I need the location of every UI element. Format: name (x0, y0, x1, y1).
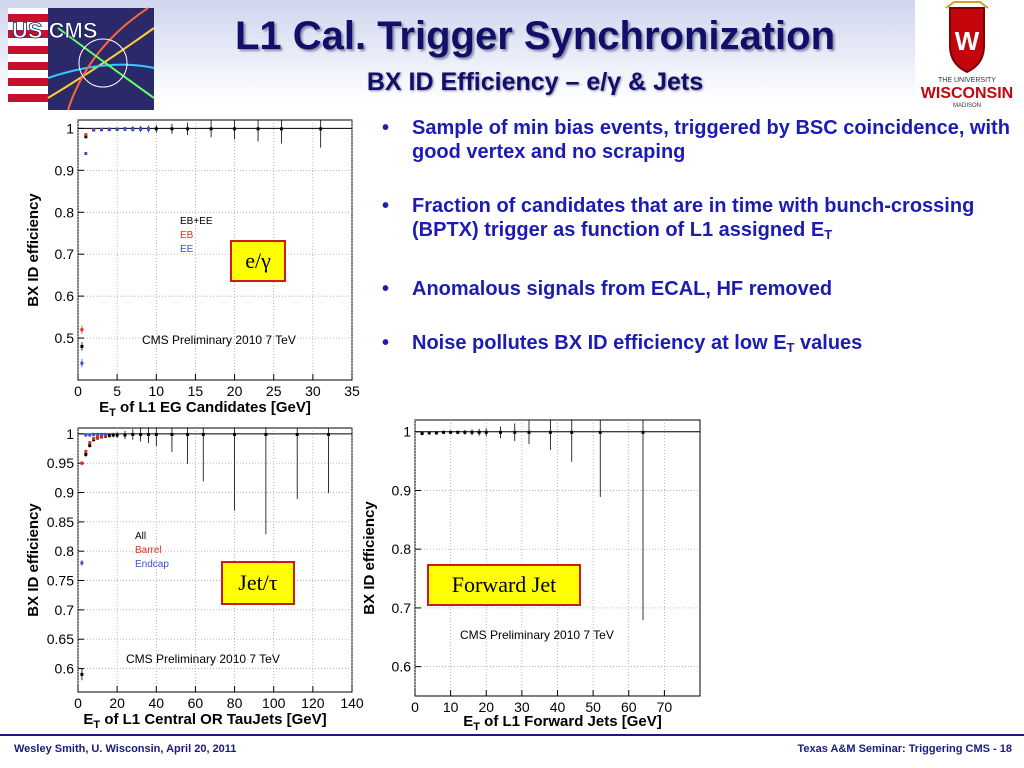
plot-forwardjet-tag: Forward Jet (427, 564, 581, 606)
plot-egamma (0, 112, 360, 417)
footer-rule (0, 734, 1024, 736)
data-point (319, 127, 322, 130)
data-point (108, 434, 111, 437)
y-tick-label: 0.9 (391, 482, 411, 499)
x-tick-label: 30 (305, 383, 321, 399)
data-point (80, 673, 83, 676)
y-tick-label: 0.6 (54, 288, 74, 305)
uw-line1: THE UNIVERSITY (938, 77, 996, 84)
data-point (80, 345, 83, 348)
data-point (139, 433, 142, 436)
uw-logo (910, 2, 1024, 110)
data-point (123, 434, 126, 437)
y-tick-label: 0.7 (54, 601, 74, 618)
data-point (170, 433, 173, 436)
x-tick-label: 120 (301, 695, 325, 711)
data-point (84, 152, 87, 155)
y-tick-label: 0.9 (54, 484, 74, 501)
bullet-4-sub: T (786, 340, 795, 355)
x-tick-label: 0 (74, 383, 82, 399)
uscms-logo-text: US CMS (12, 18, 98, 43)
data-point (186, 433, 189, 436)
data-point (116, 434, 119, 437)
data-point (549, 431, 552, 434)
data-point (485, 431, 488, 434)
slide-title: L1 Cal. Trigger Synchronization (234, 14, 836, 58)
bullet-4 (380, 331, 1015, 360)
plot-jettau (0, 420, 364, 731)
data-point (96, 436, 99, 439)
x-tick-label: 60 (187, 695, 204, 711)
data-point (92, 437, 95, 440)
data-point (92, 129, 95, 132)
y-tick-label: 0.65 (46, 631, 74, 648)
x-axis-label-sub: T (93, 719, 101, 731)
data-point (513, 431, 516, 434)
x-tick-label: 25 (265, 383, 282, 399)
y-axis-label: BX ID efficiency (361, 501, 378, 615)
data-point (100, 433, 103, 436)
plot-annotation: CMS Preliminary 2010 7 TeV (126, 652, 280, 666)
bullet-dot-icon: • (382, 117, 390, 139)
plot-annotation: CMS Preliminary 2010 7 TeV (460, 628, 614, 642)
uscms-logo (8, 8, 154, 110)
data-point (421, 432, 424, 435)
data-point (84, 434, 87, 437)
x-axis-label (463, 713, 661, 733)
data-point (84, 453, 87, 456)
data-point (147, 128, 150, 131)
data-point (257, 127, 260, 130)
data-point (139, 128, 142, 131)
y-tick-label: 1 (66, 120, 74, 137)
y-tick-label: 0.5 (54, 330, 74, 347)
data-point (155, 127, 158, 130)
y-tick-label: 0.8 (54, 204, 74, 221)
data-point (84, 133, 87, 136)
legend-entry: EB (180, 230, 194, 241)
data-point (449, 431, 452, 434)
data-point (155, 433, 158, 436)
bullet-dot-icon: • (382, 278, 390, 300)
x-tick-label: 40 (148, 695, 165, 711)
y-tick-label: 0.6 (54, 660, 74, 677)
slide-subtitle: BX ID Efficiency – e/γ & Jets (366, 68, 704, 96)
data-point (499, 431, 502, 434)
data-point (264, 433, 267, 436)
y-tick-label: 0.9 (54, 162, 74, 179)
y-tick-label: 0.7 (391, 599, 411, 616)
data-point (147, 433, 150, 436)
x-axis-label-sub: T (473, 721, 481, 733)
legend-entry: EB+EE (180, 216, 213, 227)
x-tick-label: 70 (656, 699, 673, 715)
data-point (104, 433, 107, 436)
data-point (296, 433, 299, 436)
x-tick-label: 15 (187, 383, 204, 399)
data-point (170, 127, 173, 130)
crest-icon (946, 2, 988, 72)
data-point (80, 561, 83, 564)
bullet-1-text: Sample of min bias events, triggered by BSC coincidence, with good vertex and no scraping (412, 117, 1010, 163)
uw-line3: MADISON (952, 103, 982, 109)
legend-entry: All (135, 531, 147, 542)
y-tick-label: 0.6 (391, 658, 411, 675)
x-axis-label-rest: of L1 Central OR TauJets [GeV] (100, 711, 327, 728)
data-point (96, 433, 99, 436)
x-tick-label: 140 (340, 695, 364, 711)
y-tick-label: 1 (66, 425, 74, 442)
x-tick-label: 10 (442, 699, 459, 715)
bullet-4-text: Noise pollutes BX ID efficiency at low E (412, 332, 787, 354)
bullet-dot-icon: • (382, 195, 390, 217)
x-axis-label (83, 711, 326, 731)
data-point (280, 127, 283, 130)
x-tick-label: 35 (344, 383, 360, 399)
x-tick-label: 100 (262, 695, 286, 711)
uw-line2: WISCONSIN (920, 85, 1014, 102)
x-tick-label: 80 (226, 695, 243, 711)
y-tick-label: 0.8 (54, 543, 74, 560)
x-tick-label: 60 (620, 699, 637, 715)
x-tick-label: 20 (478, 699, 495, 715)
data-point (210, 127, 213, 130)
y-tick-label: 0.95 (46, 455, 74, 472)
y-axis-label: BX ID efficiency (25, 193, 42, 307)
x-axis-label-main: E (463, 713, 474, 730)
y-tick-label: 0.85 (46, 513, 74, 530)
footer-author: Wesley Smith, U. Wisconsin, April 20, 2011 (14, 743, 237, 755)
data-point (471, 431, 474, 434)
data-point (108, 128, 111, 131)
footer-talk: Texas A&M Seminar: Triggering CMS - 18 (797, 743, 1012, 755)
x-axis-label (99, 399, 311, 419)
legend-entry: Endcap (135, 559, 169, 570)
data-point (233, 127, 236, 130)
data-point (435, 431, 438, 434)
x-axis-label-rest: of L1 Forward Jets [GeV] (480, 713, 662, 730)
bullet-list (380, 116, 1015, 390)
data-point (478, 431, 481, 434)
data-point (428, 431, 431, 434)
bullet-3-text: Anomalous signals from ECAL, HF removed (412, 278, 833, 300)
data-point (88, 434, 91, 437)
y-tick-label: 0.7 (54, 246, 74, 263)
bullet-dot-icon: • (382, 332, 390, 354)
bullet-1 (380, 116, 1015, 164)
x-tick-label: 50 (585, 699, 601, 715)
plot-jettau-tag: Jet/τ (221, 561, 295, 605)
data-point (642, 431, 645, 434)
data-point (116, 128, 119, 131)
y-tick-label: 0.75 (46, 572, 74, 589)
data-point (80, 328, 83, 331)
bullet-2-sub: T (824, 227, 833, 242)
x-tick-label: 0 (411, 699, 419, 715)
bullet-4-tail: values (794, 332, 863, 354)
data-point (570, 431, 573, 434)
legend-entry: Barrel (135, 545, 162, 556)
legend-entry: EE (180, 244, 194, 255)
x-axis-label-main: E (99, 399, 110, 416)
data-point (123, 128, 126, 131)
data-point (112, 434, 115, 437)
bullet-2 (380, 194, 1015, 247)
data-point (131, 128, 134, 131)
x-tick-label: 10 (148, 383, 165, 399)
x-tick-label: 20 (226, 383, 243, 399)
data-point (463, 431, 466, 434)
data-point (327, 433, 330, 436)
x-axis-label-sub: T (109, 407, 116, 419)
data-point (80, 362, 83, 365)
x-tick-label: 30 (514, 699, 530, 715)
x-tick-label: 40 (549, 699, 566, 715)
data-point (80, 462, 83, 465)
x-axis-label-rest: of L1 EG Candidates [GeV] (115, 399, 311, 416)
bullet-3 (380, 277, 1015, 301)
data-point (100, 128, 103, 131)
x-tick-label: 20 (109, 695, 125, 711)
data-point (131, 433, 134, 436)
x-tick-label: 5 (113, 383, 122, 399)
data-point (84, 450, 87, 453)
data-point (456, 431, 459, 434)
data-point (233, 433, 236, 436)
svg-text:W: W (954, 26, 980, 56)
data-point (92, 433, 95, 436)
y-tick-label: 0.8 (391, 541, 411, 558)
data-point (202, 433, 205, 436)
bullet-2-text: Fraction of candidates that are in time with bunch-crossing (BPTX) trigger as function of L1 assigned E (412, 195, 975, 241)
y-axis-label: BX ID efficiency (25, 503, 42, 617)
x-axis-label-main: E (83, 711, 94, 728)
data-point (88, 441, 91, 444)
data-point (599, 431, 602, 434)
data-point (528, 431, 531, 434)
y-tick-label: 1 (403, 423, 411, 440)
data-point (88, 444, 91, 447)
plot-egamma-tag: e/γ (230, 240, 286, 282)
plot-annotation: CMS Preliminary 2010 7 TeV (142, 333, 296, 347)
data-point (442, 431, 445, 434)
data-point (186, 127, 189, 130)
x-tick-label: 0 (74, 695, 82, 711)
